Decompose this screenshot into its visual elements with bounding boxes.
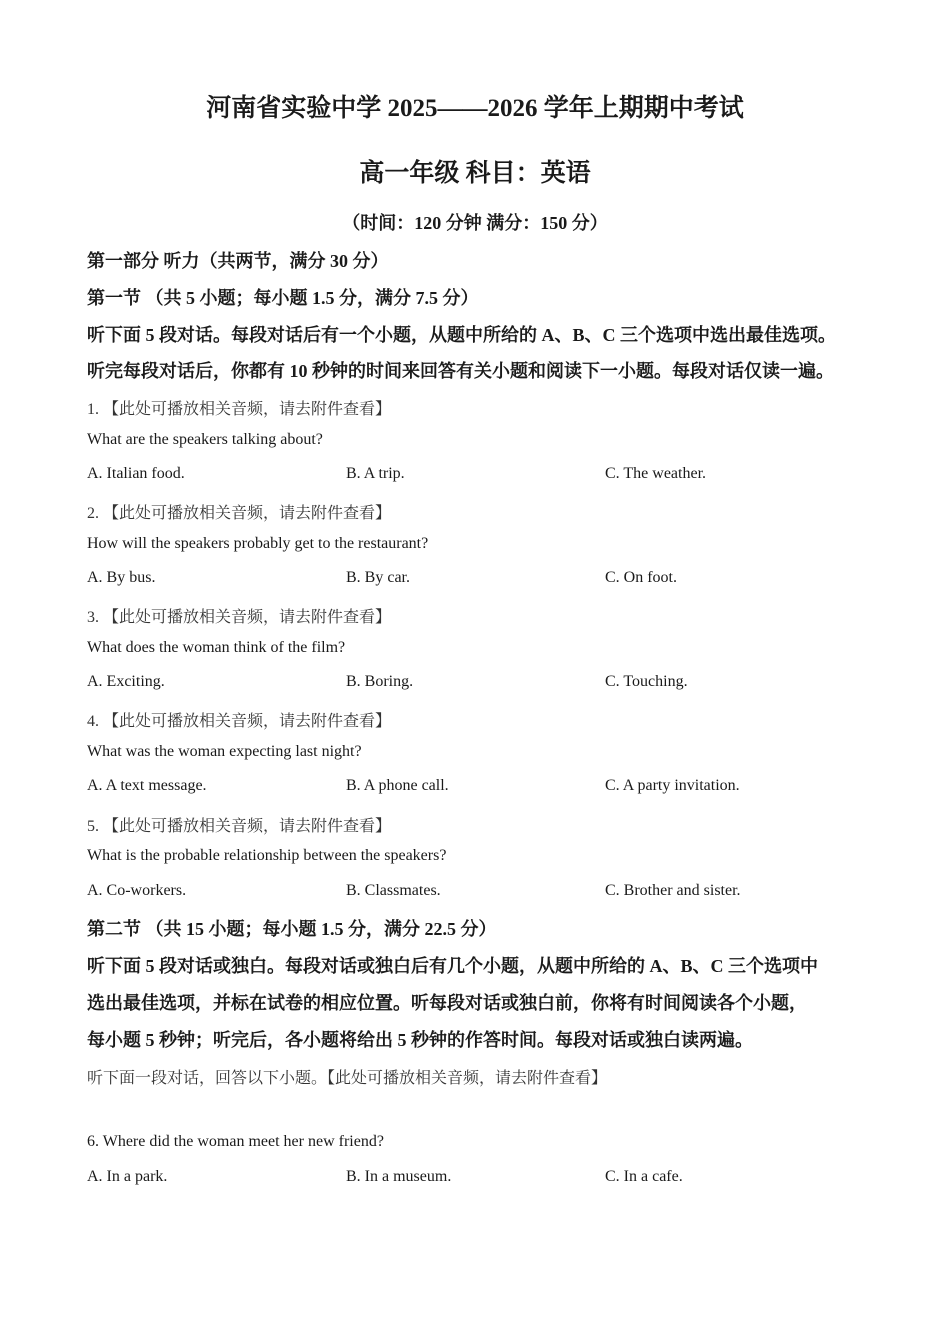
question-q2: How will the speakers probably get to the restaurant? [87,535,429,552]
option-q5-a: A. Co-workers. [87,882,187,899]
option-q1-c: C. The weather. [605,465,707,482]
section2-heading: 第二节 （共 15 小题；每小题 1.5 分，满分 22.5 分） [87,919,497,939]
question-q4: What was the woman expecting last night? [87,743,362,760]
audio-placeholder-q5[interactable]: 5. 【此处可播放相关音频，请去附件查看】 [87,818,392,835]
section2-instruction-line: 听下面 5 段对话或独白。每段对话或独白后有几个小题，从题中所给的 A、B、C 三个选项中 [87,956,818,976]
option-q4-b: B. A phone call. [346,777,449,794]
section1-instruction-line: 听完每段对话后，你都有 10 秒钟的时间来回答有关小题和阅读下一小题。每段对话仅读一遍。 [87,361,834,381]
section1-instruction-line: 听下面 5 段对话。每段对话后有一个小题，从题中所给的 A、B、C 三个选项中选出最佳选项。 [87,325,836,345]
question-q1: What are the speakers talking about? [87,431,323,448]
audio-placeholder-q2[interactable]: 2. 【此处可播放相关音频，请去附件查看】 [87,505,392,522]
option-q6-a: A. In a park. [87,1168,168,1185]
option-q1-a: A. Italian food. [87,465,185,482]
option-q2-b: B. By car. [346,569,410,586]
question-q6: 6. Where did the woman meet her new friend? [87,1133,384,1150]
audio-placeholder-q3[interactable]: 3. 【此处可播放相关音频，请去附件查看】 [87,609,392,626]
audio-placeholder-section2[interactable]: 听下面一段对话，回答以下小题。【此处可播放相关音频，请去附件查看】 [87,1070,608,1087]
section1-heading: 第一节 （共 5 小题；每小题 1.5 分，满分 7.5 分） [87,288,479,308]
option-q4-a: A. A text message. [87,777,207,794]
option-q3-c: C. Touching. [605,673,688,690]
section2-instruction-line: 选出最佳选项，并标在试卷的相应位置。听每段对话或独白前，你将有时间阅读各个小题， [87,993,807,1013]
option-q3-a: A. Exciting. [87,673,165,690]
option-q2-a: A. By bus. [87,569,156,586]
option-q6-c: C. In a cafe. [605,1168,683,1185]
audio-placeholder-q4[interactable]: 4. 【此处可播放相关音频，请去附件查看】 [87,713,392,730]
option-q4-c: C. A party invitation. [605,777,740,794]
exam-subtitle: 高一年级 科目：英语 [359,160,591,187]
exam-title: 河南省实验中学 2025——2026 学年上期期中考试 [206,95,744,122]
option-q1-b: B. A trip. [346,465,405,482]
option-q6-b: B. In a museum. [346,1168,452,1185]
section2-instruction-line: 每小题 5 秒钟；听完后，各小题将给出 5 秒钟的作答时间。每段对话或独白读两遍。 [87,1030,753,1050]
question-q3: What does the woman think of the film? [87,639,346,656]
option-q3-b: B. Boring. [346,673,414,690]
option-q5-c: C. Brother and sister. [605,882,741,899]
option-q2-c: C. On foot. [605,569,677,586]
option-q5-b: B. Classmates. [346,882,441,899]
part1-heading: 第一部分 听力（共两节，满分 30 分） [87,251,389,271]
audio-placeholder-q1[interactable]: 1. 【此处可播放相关音频，请去附件查看】 [87,401,392,418]
question-q5: What is the probable relationship between the speakers? [87,847,447,864]
time-info: （时间：120 分钟 满分：150 分） [342,213,608,233]
